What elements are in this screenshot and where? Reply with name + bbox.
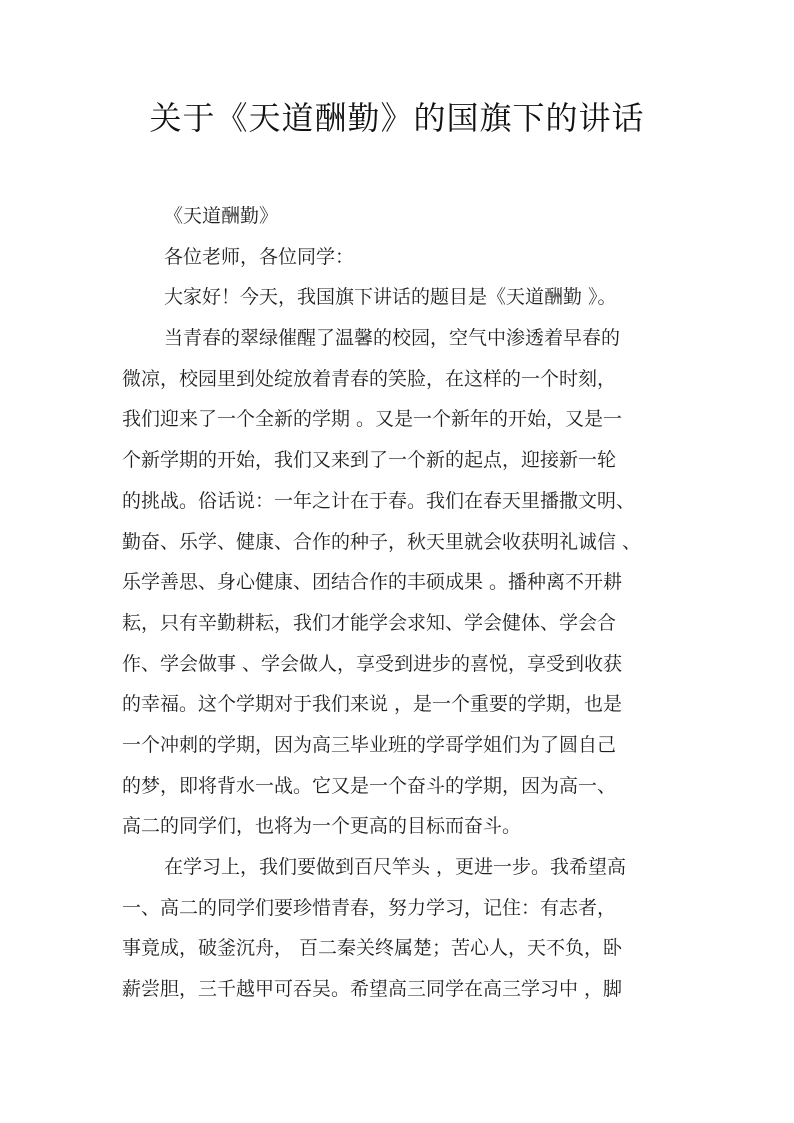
paragraph-line: 薪尝胆，三千越甲可吞吴。希望高三同学在高三学习中 ，脚 [122,978,623,1001]
paragraph-line: 个新学期的开始，我们又来到了一个新的起点，迎接新一轮 [122,449,617,472]
salutation-line: 各位老师，各位同学： [164,245,355,268]
paragraph-line: 勤奋、乐学、健康、合作的种子，秋天里就会收获明礼诚信 、 [122,530,642,553]
paragraph-line: 事竟成，破釜沉舟， 百二秦关终属楚；苦心人，天不负，卧 [122,937,623,960]
paragraph-line: 在学习上，我们要做到百尺竿头 ，更进一步。我希望高 [164,856,627,878]
document-body [122,196,682,1010]
paragraph-line: 一个冲刺的学期，因为高三毕业班的学哥学姐们为了圆自己 [122,733,617,756]
paragraph-line: 一、高二的同学们要珍惜青春，努力学习，记住：有志者， [122,896,617,919]
paragraph-line: 的挑战。俗话说：一年之计在于春。我们在春天里播撒文明、 [122,489,636,512]
paragraph-line: 乐学善思、身心健康、团结合作的丰硕成果 。播种离不开耕 [122,571,623,594]
document-title: 关于《天道酬勤》的国旗下的讲话 [149,99,645,137]
paragraph-line: 耘，只有辛勤耕耘，我们才能学会求知、学会健体、学会合 [122,611,617,634]
speech-topic-line: 《天道酬勤》 [164,205,279,227]
greeting-line: 大家好！今天，我国旗下讲话的题目是《天道酬勤 》。 [164,286,617,309]
paragraph-line: 作、学会做事 、学会做人，享受到进步的喜悦，享受到收获 [122,652,623,675]
paragraph-line: 我们迎来了一个全新的学期 。又是一个新年的开始，又是一 [122,408,623,431]
paragraph-line: 高二的同学们，也将为一个更高的目标而奋斗。 [122,815,522,838]
paragraph-line: 的梦，即将背水一战。它又是一个奋斗的学期，因为高一、 [122,774,617,797]
paragraph-line: 当青春的翠绿催醒了温馨的校园，空气中渗透着早春的 [164,327,621,350]
paragraph-line: 微凉，校园里到处绽放着青春的笑脸，在这样的一个时刻， [122,367,617,390]
paragraph-line: 的幸福。这个学期对于我们来说 ，是一个重要的学期，也是 [122,693,623,716]
